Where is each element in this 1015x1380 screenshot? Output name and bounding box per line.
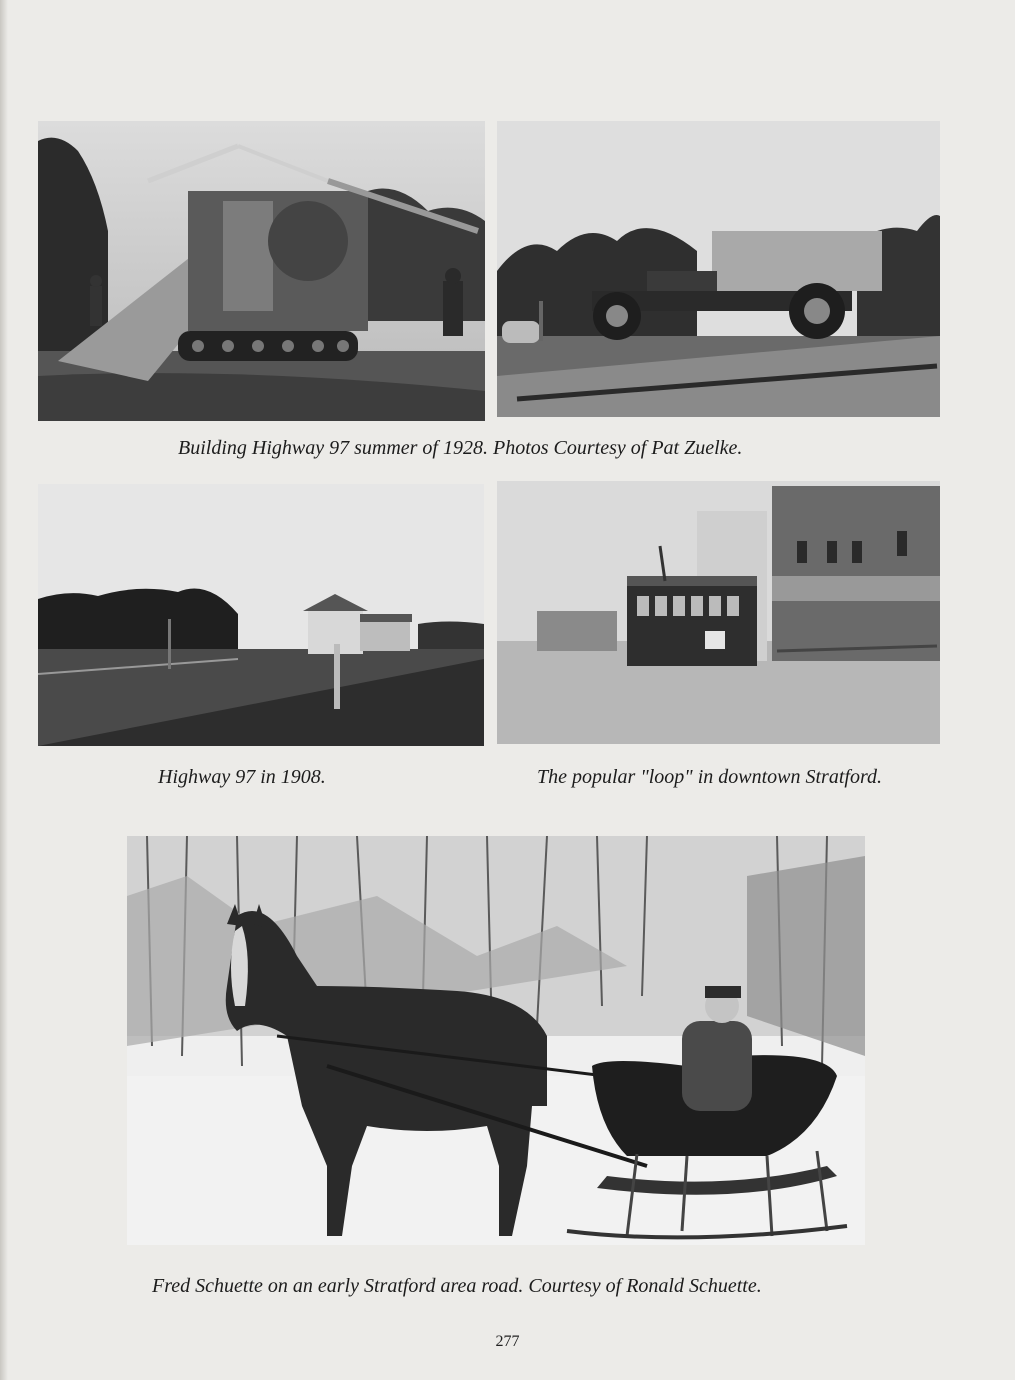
- photo-horse-sleigh: [127, 836, 865, 1245]
- page-number: 277: [495, 1333, 520, 1350]
- caption-schuette: Fred Schuette on an early Stratford area road. Courtesy of Ronald Schuette.: [152, 1275, 762, 1297]
- photo-stratford-loop: [497, 481, 940, 744]
- photo-dump-truck: [497, 121, 940, 417]
- page-binding-edge: [0, 0, 8, 1380]
- caption-highway-1928: Building Highway 97 summer of 1928. Photos Courtesy of Pat Zuelke.: [178, 437, 743, 459]
- caption-highway-1908: Highway 97 in 1908.: [158, 766, 326, 788]
- caption-stratford-loop: The popular "loop" in downtown Stratford.: [537, 766, 882, 788]
- photo-highway-1908: [38, 484, 484, 746]
- photo-road-building-machine: [38, 121, 485, 421]
